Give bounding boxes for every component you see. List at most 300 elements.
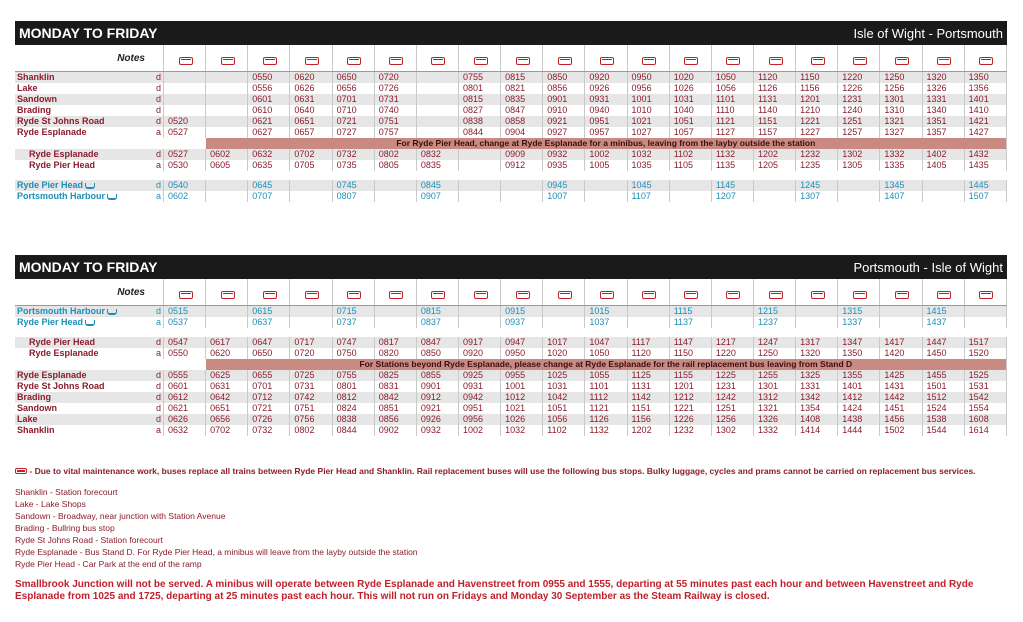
- bus-icon: [347, 57, 361, 65]
- time-cell: 1007: [543, 191, 585, 202]
- time-cell: 1137: [669, 317, 711, 328]
- time-cell: 0942: [458, 392, 500, 403]
- time-cell: 1354: [796, 403, 838, 414]
- time-cell: 1544: [922, 425, 964, 436]
- arrive-depart-flag: a: [151, 191, 164, 202]
- time-cell: 0721: [332, 116, 374, 127]
- time-cell: 1056: [711, 83, 753, 94]
- time-cell: 0937: [501, 317, 543, 328]
- notes-cell: [753, 279, 795, 306]
- time-cell: 0627: [248, 127, 290, 138]
- station-row: [15, 127, 1007, 138]
- time-cell: 1031: [543, 381, 585, 392]
- time-cell: 1115: [669, 306, 711, 318]
- time-cell: 0805: [374, 160, 416, 171]
- notes-cell: [248, 279, 290, 306]
- time-cell: 0655: [248, 370, 290, 381]
- time-cell: 0750: [332, 348, 374, 359]
- time-cell: 1221: [796, 116, 838, 127]
- station-name: [15, 370, 151, 381]
- time-cell: 0745: [332, 180, 374, 191]
- notes-cell: [164, 279, 206, 306]
- time-cell: 1227: [796, 127, 838, 138]
- notes-cell: [206, 45, 248, 72]
- time-cell: 0602: [164, 191, 206, 202]
- time-cell: 0701: [248, 381, 290, 392]
- station-name: [15, 337, 151, 348]
- time-cell: 1107: [627, 191, 669, 202]
- time-cell: 0642: [206, 392, 248, 403]
- station-name: [15, 72, 151, 84]
- time-cell: 0932: [543, 149, 585, 160]
- notes-cell: [922, 279, 964, 306]
- station-name-text: Sandown: [17, 403, 57, 413]
- bus-icon: [516, 291, 530, 299]
- timetable-route: Portsmouth - Isle of Wight: [853, 259, 1003, 275]
- bus-icon: [474, 57, 488, 65]
- station-name-text: Ryde Pier Head: [17, 317, 84, 327]
- time-cell: 0842: [374, 392, 416, 403]
- time-cell: 0912: [501, 160, 543, 171]
- ferry-icon: [107, 194, 117, 200]
- notes-cell: [206, 279, 248, 306]
- time-cell: 1235: [796, 160, 838, 171]
- time-cell: 1005: [585, 160, 627, 171]
- time-cell: 1047: [585, 337, 627, 348]
- time-cell: 0755: [332, 370, 374, 381]
- time-cell: 0751: [374, 116, 416, 127]
- time-cell: 0632: [164, 425, 206, 436]
- time-cell: 1507: [964, 191, 1006, 202]
- time-cell: 0530: [164, 160, 206, 171]
- bus-icon: [305, 57, 319, 65]
- time-cell: 1250: [880, 72, 922, 84]
- notes-cell: [753, 45, 795, 72]
- time-cell: 0705: [290, 160, 332, 171]
- time-cell: [290, 191, 332, 202]
- time-cell: 1212: [669, 392, 711, 403]
- time-cell: 0837: [416, 317, 458, 328]
- time-cell: 1402: [922, 149, 964, 160]
- time-cell: 1201: [796, 94, 838, 105]
- time-cell: 1242: [711, 392, 753, 403]
- time-cell: 1401: [964, 94, 1006, 105]
- station-name-text: Ryde Pier Head: [29, 337, 96, 347]
- timetable-iow-portsmouth: [15, 21, 1007, 202]
- time-cell: [753, 180, 795, 191]
- notes-cell: [880, 279, 922, 306]
- time-cell: 0707: [248, 191, 290, 202]
- time-cell: 1301: [753, 381, 795, 392]
- bus-icon: [811, 57, 825, 65]
- time-cell: 1405: [922, 160, 964, 171]
- bus-icon: [979, 57, 993, 65]
- station-row: [15, 149, 1007, 160]
- time-cell: 1027: [627, 127, 669, 138]
- time-cell: 1215: [753, 306, 795, 318]
- time-cell: 1231: [711, 381, 753, 392]
- time-cell: 0755: [458, 72, 500, 84]
- arrive-depart-flag: d: [151, 306, 164, 318]
- time-cell: 1524: [922, 403, 964, 414]
- time-cell: 0620: [290, 72, 332, 84]
- bus-replacement-note: [15, 466, 1007, 476]
- timetable-route: Isle of Wight - Portsmouth: [853, 25, 1003, 41]
- time-cell: [964, 306, 1006, 318]
- spacer-row: [15, 171, 1007, 180]
- time-cell: 1157: [753, 127, 795, 138]
- time-cell: 0617: [206, 337, 248, 348]
- time-cell: 0835: [416, 160, 458, 171]
- time-cell: 1147: [669, 337, 711, 348]
- time-cell: 1427: [964, 127, 1006, 138]
- notes-cell: [332, 279, 374, 306]
- banner-row: [15, 359, 1007, 370]
- time-cell: 0602: [206, 149, 248, 160]
- bus-stop-item: Sandown - Broadway, near junction with Station Avenue: [15, 511, 226, 521]
- bus-icon: [853, 57, 867, 65]
- time-cell: 1121: [711, 116, 753, 127]
- time-cell: 0931: [458, 381, 500, 392]
- time-cell: [669, 180, 711, 191]
- time-cell: 1015: [585, 306, 627, 318]
- time-cell: 1251: [838, 116, 880, 127]
- time-cell: 1132: [585, 425, 627, 436]
- direction-cell: [151, 279, 164, 306]
- time-cell: 0626: [290, 83, 332, 94]
- time-cell: 0756: [290, 414, 332, 425]
- notes-cell: [711, 279, 753, 306]
- time-cell: 0651: [290, 116, 332, 127]
- timetable-title: MONDAY TO FRIDAY: [19, 259, 158, 275]
- time-cell: 0725: [290, 370, 332, 381]
- time-cell: [838, 191, 880, 202]
- time-cell: 0907: [416, 191, 458, 202]
- time-cell: 1127: [711, 127, 753, 138]
- bus-icon: [769, 57, 783, 65]
- time-cell: 0827: [458, 105, 500, 116]
- arrive-depart-flag: a: [151, 317, 164, 328]
- time-cell: [206, 94, 248, 105]
- time-cell: 0838: [332, 414, 374, 425]
- time-cell: 0815: [458, 94, 500, 105]
- bus-icon: [642, 291, 656, 299]
- time-cell: 0926: [416, 414, 458, 425]
- time-cell: [164, 83, 206, 94]
- time-cell: 0732: [332, 149, 374, 160]
- time-cell: 1002: [585, 149, 627, 160]
- time-cell: 1331: [796, 381, 838, 392]
- time-cell: [374, 180, 416, 191]
- spacer-cell: [15, 328, 1007, 337]
- notes-cell: [458, 45, 500, 72]
- time-cell: 1102: [669, 149, 711, 160]
- time-cell: 1257: [838, 127, 880, 138]
- time-cell: 1401: [838, 381, 880, 392]
- notes-cell: [669, 45, 711, 72]
- time-cell: 0824: [332, 403, 374, 414]
- time-cell: 0621: [164, 403, 206, 414]
- arrive-depart-flag: d: [151, 116, 164, 127]
- time-cell: 1050: [711, 72, 753, 84]
- time-cell: 1021: [501, 403, 543, 414]
- time-cell: 1057: [669, 127, 711, 138]
- time-cell: 0651: [206, 403, 248, 414]
- station-row: [15, 403, 1007, 414]
- timetable-header: [15, 255, 1007, 279]
- time-cell: 0926: [585, 83, 627, 94]
- smallbrook-notice: Smallbrook Junction will not be served. A minibus will operate between Ryde Esplanade and Havenstreet from 0955 and 1555, departing at 55 minutes past each hour and between Havenstreet and Ryde Esplanade from 1025 and 1725, departing at 25 minutes past each hour. This will not run on Fridays and Monday 30 September as the Steam Railway is closed.: [15, 579, 974, 602]
- time-cell: 0701: [332, 94, 374, 105]
- bus-icon: [431, 57, 445, 65]
- time-cell: [206, 116, 248, 127]
- time-cell: 0927: [543, 127, 585, 138]
- notes-cell: [332, 45, 374, 72]
- time-cell: 1517: [964, 337, 1006, 348]
- time-cell: 1232: [796, 149, 838, 160]
- time-cell: 0637: [248, 317, 290, 328]
- station-row: [15, 191, 1007, 202]
- time-cell: 1255: [753, 370, 795, 381]
- time-cell: 1325: [796, 370, 838, 381]
- time-cell: 1021: [627, 116, 669, 127]
- time-cell: 1350: [838, 348, 880, 359]
- timetable-portsmouth-iow: [15, 255, 1007, 436]
- time-cell: [458, 180, 500, 191]
- time-cell: 1531: [964, 381, 1006, 392]
- time-cell: 1202: [753, 149, 795, 160]
- time-cell: 1417: [880, 337, 922, 348]
- station-name-text: Brading: [17, 392, 52, 402]
- time-cell: 1221: [669, 403, 711, 414]
- time-cell: 1035: [627, 160, 669, 171]
- bus-icon: [979, 291, 993, 299]
- time-cell: 1026: [501, 414, 543, 425]
- time-cell: 1017: [543, 337, 585, 348]
- time-cell: 1302: [838, 149, 880, 160]
- time-cell: [206, 127, 248, 138]
- time-cell: 0917: [458, 337, 500, 348]
- station-name: [15, 116, 151, 127]
- time-cell: 0556: [248, 83, 290, 94]
- time-cell: 1554: [964, 403, 1006, 414]
- time-cell: 1321: [880, 116, 922, 127]
- time-cell: 0731: [290, 381, 332, 392]
- time-cell: [416, 72, 458, 84]
- bus-icon: [769, 291, 783, 299]
- time-cell: 0702: [206, 425, 248, 436]
- time-cell: [458, 191, 500, 202]
- time-cell: 0621: [248, 116, 290, 127]
- time-cell: 0850: [543, 72, 585, 84]
- station-name-text: Portsmouth Harbour: [17, 191, 106, 201]
- time-cell: 0601: [248, 94, 290, 105]
- station-name-text: Portsmouth Harbour: [17, 306, 106, 316]
- time-cell: 1302: [711, 425, 753, 436]
- time-cell: 1327: [880, 127, 922, 138]
- time-cell: 0715: [332, 306, 374, 318]
- time-cell: 1345: [880, 180, 922, 191]
- time-cell: [290, 317, 332, 328]
- time-cell: 0955: [501, 370, 543, 381]
- time-cell: 0932: [416, 425, 458, 436]
- direction-cell: [151, 45, 164, 72]
- station-row: [15, 160, 1007, 171]
- bus-stop-item: Ryde Esplanade - Bus Stand D. For Ryde Pier Head, a minibus will leave from the layby outside the station: [15, 547, 418, 557]
- time-cell: 1012: [501, 392, 543, 403]
- arrive-depart-flag: a: [151, 425, 164, 436]
- time-cell: 1520: [964, 348, 1006, 359]
- bus-icon: [221, 291, 235, 299]
- arrive-depart-flag: d: [151, 381, 164, 392]
- time-cell: [374, 306, 416, 318]
- time-cell: 1112: [585, 392, 627, 403]
- time-cell: 0801: [332, 381, 374, 392]
- bus-stop-item: Lake - Lake Shops: [15, 499, 86, 509]
- time-cell: 1135: [711, 160, 753, 171]
- time-cell: 1320: [796, 348, 838, 359]
- timetable-title: MONDAY TO FRIDAY: [19, 25, 158, 41]
- bus-stop-item: Ryde St Johns Road - Station forecourt: [15, 535, 163, 545]
- time-cell: [753, 191, 795, 202]
- time-cell: 1101: [585, 381, 627, 392]
- time-cell: 1126: [753, 83, 795, 94]
- time-cell: 0858: [501, 116, 543, 127]
- time-cell: 1412: [838, 392, 880, 403]
- time-cell: [416, 116, 458, 127]
- station-row: [15, 381, 1007, 392]
- time-cell: 1132: [711, 149, 753, 160]
- time-cell: 1317: [796, 337, 838, 348]
- station-name-text: Ryde St Johns Road: [17, 116, 105, 126]
- time-cell: 0656: [206, 414, 248, 425]
- time-cell: 1342: [796, 392, 838, 403]
- time-cell: 1451: [880, 403, 922, 414]
- time-cell: 0657: [290, 127, 332, 138]
- time-cell: 1032: [627, 149, 669, 160]
- time-cell: 1321: [753, 403, 795, 414]
- time-cell: 0735: [332, 160, 374, 171]
- time-cell: 0732: [248, 425, 290, 436]
- time-cell: 1614: [964, 425, 1006, 436]
- time-cell: 1050: [585, 348, 627, 359]
- time-cell: 0904: [501, 127, 543, 138]
- time-cell: [206, 72, 248, 84]
- arrive-depart-flag: d: [151, 370, 164, 381]
- notes-cell: [501, 45, 543, 72]
- station-name-text: Shanklin: [17, 72, 55, 82]
- time-cell: 1231: [838, 94, 880, 105]
- time-cell: 0920: [585, 72, 627, 84]
- notes-cell: [964, 45, 1006, 72]
- bus-icon: [558, 291, 572, 299]
- time-cell: 0527: [164, 149, 206, 160]
- time-cell: 0555: [164, 370, 206, 381]
- time-cell: 1150: [796, 72, 838, 84]
- time-cell: [838, 180, 880, 191]
- timetable-grid: [15, 279, 1007, 436]
- time-cell: 1407: [880, 191, 922, 202]
- station-name: [15, 191, 151, 202]
- notes-cell: [543, 45, 585, 72]
- station-name-text: Lake: [17, 414, 38, 424]
- time-cell: [964, 317, 1006, 328]
- arrive-depart-flag: a: [151, 127, 164, 138]
- time-cell: 1425: [880, 370, 922, 381]
- time-cell: 1442: [880, 392, 922, 403]
- time-cell: 0801: [458, 83, 500, 94]
- time-cell: 0921: [416, 403, 458, 414]
- station-name-text: Ryde Pier Head: [29, 160, 96, 170]
- time-cell: 1502: [880, 425, 922, 436]
- time-cell: 0847: [416, 337, 458, 348]
- notes-cell: [838, 45, 880, 72]
- station-name-text: Brading: [17, 105, 52, 115]
- station-row: [15, 317, 1007, 328]
- time-cell: 1020: [543, 348, 585, 359]
- notes-cell: [290, 279, 332, 306]
- time-cell: 0925: [458, 370, 500, 381]
- notes-cell: [964, 279, 1006, 306]
- time-cell: 1201: [669, 381, 711, 392]
- time-cell: [206, 306, 248, 318]
- time-cell: 0647: [248, 337, 290, 348]
- time-cell: 1156: [796, 83, 838, 94]
- bus-icon: [558, 57, 572, 65]
- time-cell: 0537: [164, 317, 206, 328]
- time-cell: [416, 83, 458, 94]
- time-cell: 0635: [248, 160, 290, 171]
- time-cell: 0945: [543, 180, 585, 191]
- time-cell: 0847: [501, 105, 543, 116]
- time-cell: 1414: [796, 425, 838, 436]
- notes-cell: [543, 279, 585, 306]
- notes-cell: [880, 45, 922, 72]
- notes-cell: [627, 45, 669, 72]
- station-name: [15, 94, 151, 105]
- bus-icon: [600, 291, 614, 299]
- bus-stop-list: [15, 486, 1007, 570]
- bus-icon: [221, 57, 235, 65]
- bus-icon: [811, 291, 825, 299]
- time-cell: 0650: [332, 72, 374, 84]
- ferry-icon: [107, 309, 117, 315]
- time-cell: [543, 317, 585, 328]
- time-cell: 1040: [669, 105, 711, 116]
- time-cell: 0835: [501, 94, 543, 105]
- bus-icon: [389, 291, 403, 299]
- notes-cell: [164, 45, 206, 72]
- time-cell: [711, 317, 753, 328]
- arrive-depart-flag: d: [151, 414, 164, 425]
- time-cell: 1145: [711, 180, 753, 191]
- time-cell: 1121: [585, 403, 627, 414]
- bus-icon: [263, 291, 277, 299]
- change-banner: For Stations beyond Ryde Esplanade, please change at Ryde Esplanade for the rail replacement bus leaving from Stand D: [206, 359, 1007, 370]
- station-row: [15, 370, 1007, 381]
- time-cell: 0757: [374, 127, 416, 138]
- time-cell: 1217: [711, 337, 753, 348]
- station-row: [15, 392, 1007, 403]
- time-cell: [206, 180, 248, 191]
- station-name: [15, 392, 151, 403]
- time-cell: [374, 191, 416, 202]
- time-cell: 1220: [838, 72, 880, 84]
- time-cell: [922, 191, 964, 202]
- time-cell: 1026: [669, 83, 711, 94]
- time-cell: 1512: [922, 392, 964, 403]
- time-cell: [416, 94, 458, 105]
